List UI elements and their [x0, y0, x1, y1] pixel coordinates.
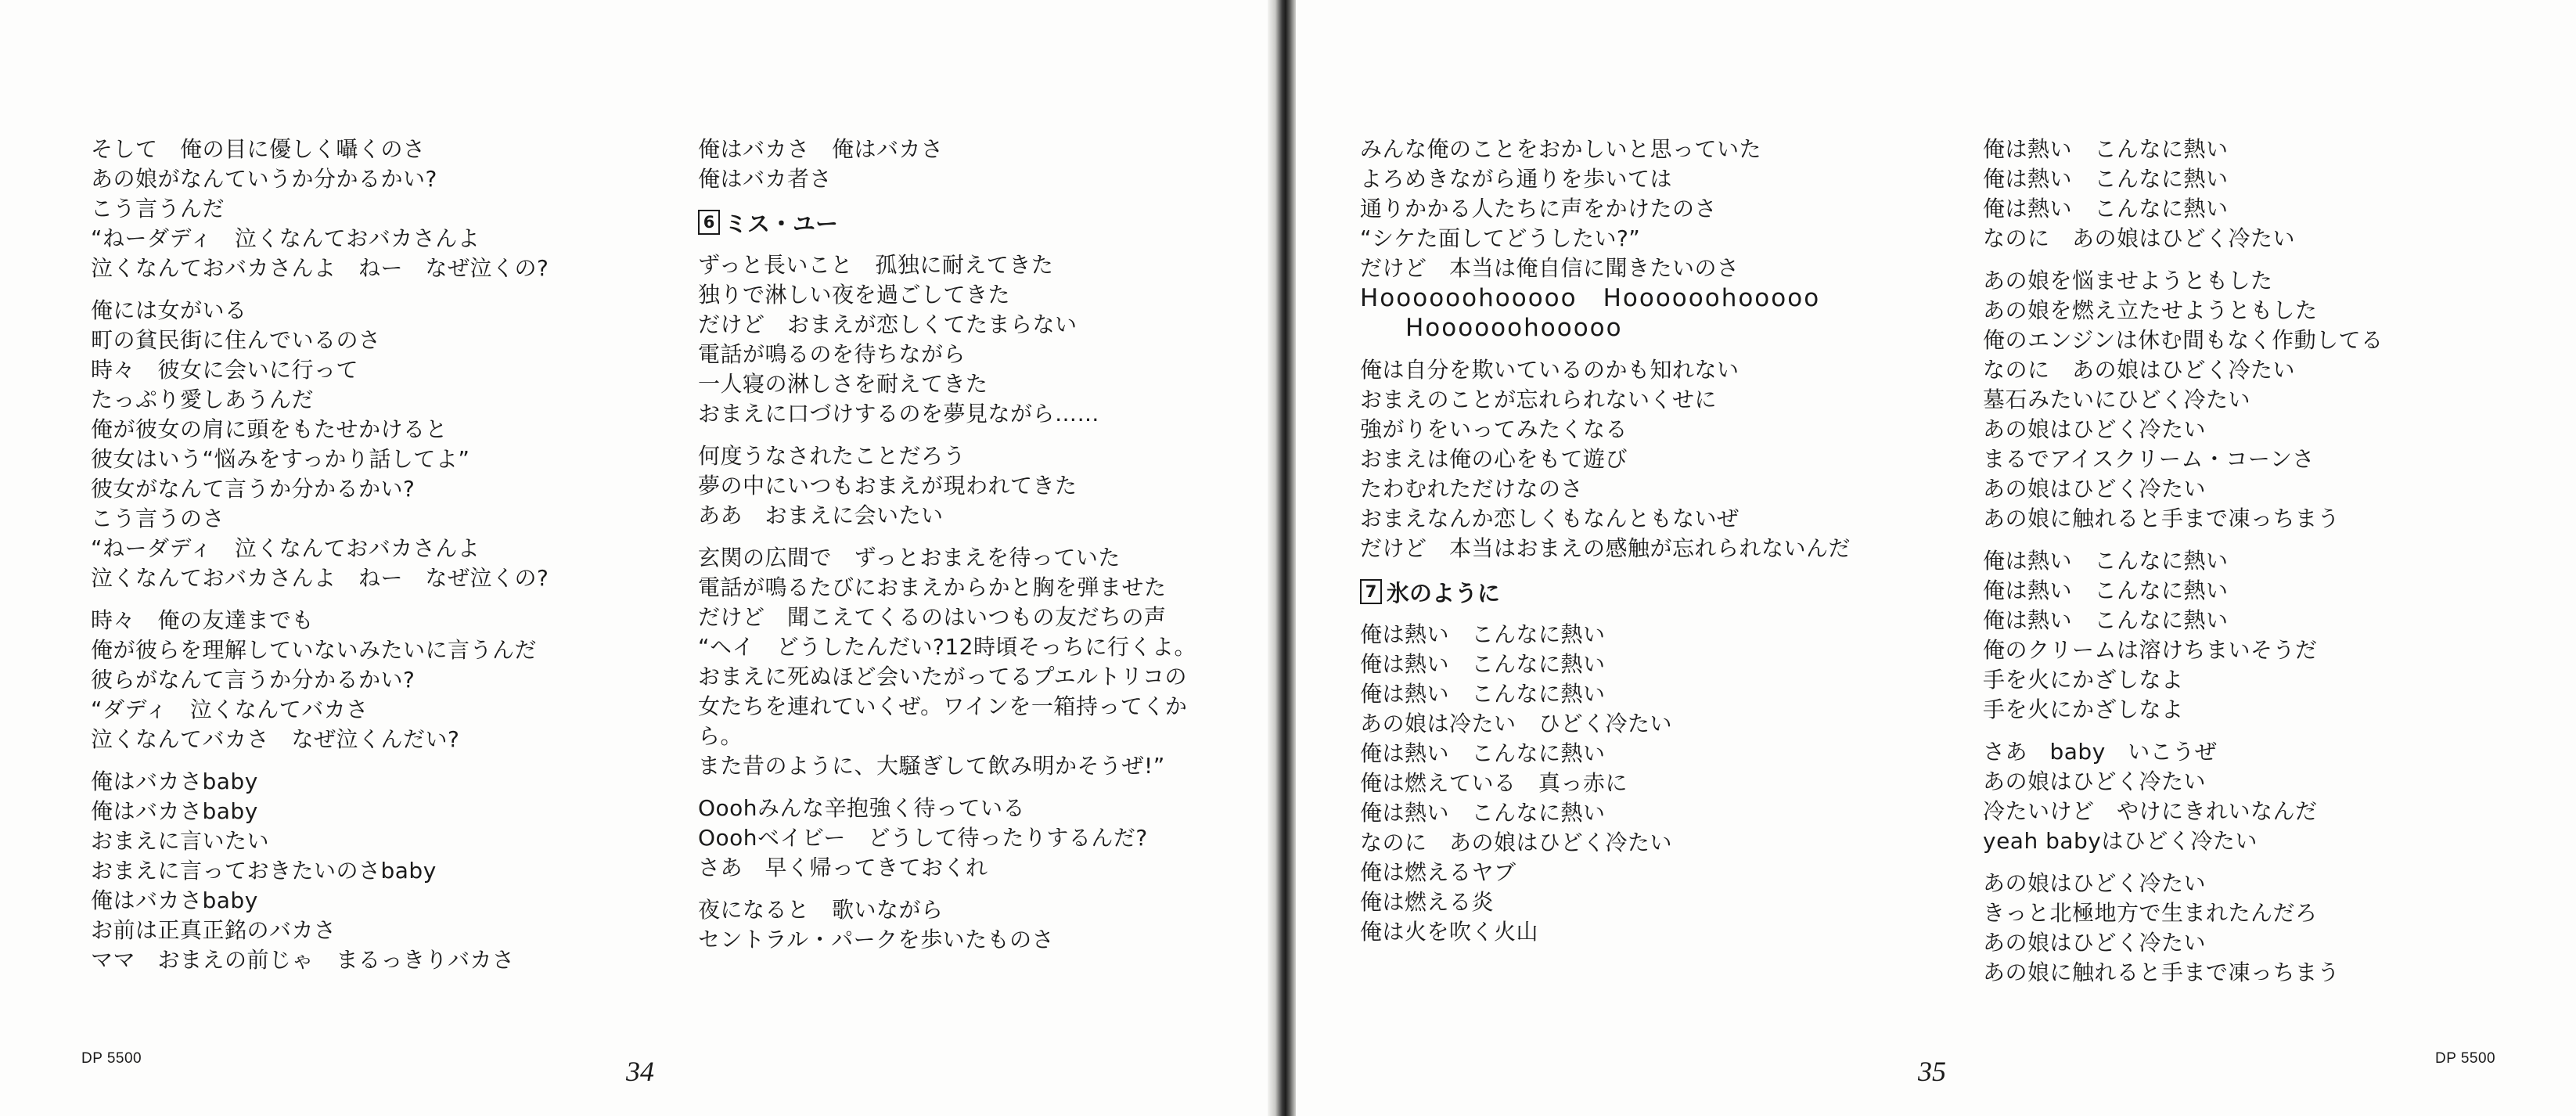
- lyric-line: あの娘がなんていうか分かるかい?: [91, 166, 437, 192]
- lyric-line: ママ おまえの前じゃ まるっきりバカさ: [91, 947, 515, 973]
- lyric-line: 泣くなんてバカさ なぜ泣くんだい?: [91, 726, 460, 752]
- lyric-line: “ねーダディ 泣くなんておバカさんよ: [91, 535, 480, 561]
- song-6-lyrics: [698, 250, 1196, 955]
- lyric-line: 俺は熱い こんなに熱い: [1983, 578, 2229, 603]
- lyric-line: 冷たいけど やけにきれいなんだ: [1983, 798, 2318, 824]
- lyric-line: みんな俺のことをおかしいと思っていた: [1360, 136, 1762, 162]
- lyric-line: 俺は燃えている 真っ赤に: [1360, 770, 1628, 796]
- stanza: [91, 767, 549, 975]
- lyric-line: ら。: [698, 723, 743, 749]
- lyric-line: 玄関の広間で ずっとおまえを待っていた: [698, 545, 1121, 571]
- lyric-line: こう言うんだ: [91, 196, 225, 221]
- lyric-line: 手を火にかざしなよ: [1983, 697, 2184, 722]
- lyric-line: 泣くなんておバカさんよ ねー なぜ泣くの?: [91, 255, 549, 281]
- lyric-line: あの娘を悩ませようともした: [1983, 268, 2273, 293]
- stanza: [1983, 266, 2384, 534]
- lyric-line: 彼女がなんて言うか分かるかい?: [91, 476, 416, 502]
- lyric-line: 独りで淋しい夜を過ごしてきた: [698, 282, 1011, 308]
- lyric-line: 俺は熱い こんなに熱い: [1983, 196, 2229, 221]
- song-title-text: ミス・ユー: [725, 210, 839, 237]
- lyric-line: なのに あの娘はひどく冷たい: [1360, 830, 1673, 855]
- lyric-line: まるでアイスクリーム・コーンさ: [1983, 446, 2315, 472]
- stanza: [1983, 737, 2384, 856]
- lyric-line: だけど 本当はおまえの感触が忘れられないんだ: [1360, 535, 1851, 561]
- lyric-line: 俺のエンジンは休む間もなく作動してる: [1983, 327, 2384, 353]
- lyric-line: “ねーダディ 泣くなんておバカさんよ: [91, 225, 480, 251]
- lyric-line: おまえに死ぬほど会いたがってるプエルトリコの: [698, 664, 1188, 689]
- lyric-line: あの娘はひどく冷たい: [1983, 769, 2207, 794]
- lyric-line: “ダディ 泣くなんてバカさ: [91, 697, 369, 722]
- left-page: [0, 0, 1274, 1116]
- stanza: [698, 794, 1196, 883]
- song-title-text: 氷のように: [1387, 579, 1501, 607]
- lyric-line: 泣くなんておバカさんよ ねー なぜ泣くの?: [91, 565, 549, 591]
- lyric-line: たわむれただけなのさ: [1360, 476, 1584, 502]
- stanza: [1983, 135, 2384, 254]
- lyric-line: Ooohベイビー どうして待ったりするんだ?: [698, 825, 1148, 851]
- lyric-line: 俺が彼女の肩に頭をもたせかけると: [91, 416, 448, 442]
- lyric-line: おまえなんか恋しくもなんともないぜ: [1360, 506, 1740, 531]
- stanza: [1983, 869, 2384, 988]
- lyric-line: そして 俺の目に優しく囁くのさ: [91, 136, 426, 162]
- lyric-line: あの娘は冷たい ひどく冷たい: [1360, 711, 1673, 736]
- left-col-2: [698, 135, 1196, 967]
- lyric-line: だけど 本当は俺自信に聞きたいのさ: [1360, 255, 1740, 281]
- lyric-line: “シケた面してどうしたい?”: [1360, 225, 1641, 251]
- stanza: [91, 606, 549, 754]
- left-col-1: [91, 135, 549, 988]
- lyric-line: こう言うのさ: [91, 506, 225, 531]
- lyric-line: 夢の中にいつもおまえが現われてきた: [698, 473, 1078, 499]
- lyric-line: 町の貧民街に住んでいるのさ: [91, 327, 381, 353]
- lyric-line: あの娘はひどく冷たい: [1983, 870, 2207, 896]
- lyric-line: 俺は燃える炎: [1360, 889, 1495, 915]
- lyric-line: 電話が鳴るたびにおまえからかと胸を弾ませた: [698, 574, 1167, 600]
- lyric-line: “ヘイ どうしたんだい?12時頃そっちに行くよ。: [698, 634, 1196, 660]
- lyric-line: よろめきながら通りを歩いては: [1360, 166, 1673, 192]
- lyric-line: 俺は燃えるヤブ: [1360, 859, 1516, 885]
- lyric-line: 俺は熱い こんなに熱い: [1983, 166, 2229, 192]
- page-number: 35: [1918, 1056, 1946, 1087]
- lyric-line: ずっと長いこと 孤独に耐えてきた: [698, 252, 1054, 278]
- lyric-line: おまえに言いたい: [91, 828, 270, 854]
- lyric-line: yeah babyはひどく冷たい: [1983, 828, 2258, 854]
- song-7-lyrics: [1360, 620, 1851, 947]
- lyric-line: 俺は熱い こんなに熱い: [1360, 681, 1606, 707]
- right-col-1: [1360, 135, 1851, 947]
- lyric-line: 強がりをいってみたくなる: [1360, 416, 1628, 442]
- lyric-line: 俺は熱い こんなに熱い: [1360, 651, 1606, 677]
- lyric-line: 通りかかる人たちに声をかけたのさ: [1360, 196, 1718, 221]
- lyric-line: なのに あの娘はひどく冷たい: [1983, 357, 2296, 383]
- right-col-2: [1983, 135, 2384, 1000]
- lyric-line: 俺はバカさ 俺はバカさ: [698, 136, 944, 162]
- lyric-line: 彼らがなんて言うか分かるかい?: [91, 667, 416, 693]
- lyric-line: ああ おまえに会いたい: [698, 502, 944, 528]
- lyric-line: おまえは俺の心をもて遊び: [1360, 446, 1628, 472]
- lyric-line: Hoooooohooooo Hoooooohooooo: [1360, 284, 1821, 312]
- lyric-line: 何度うなされたことだろう: [698, 443, 966, 469]
- catalog-number: DP 5500: [2435, 1050, 2496, 1067]
- lyric-line: あの娘を燃え立たせようともした: [1983, 297, 2318, 323]
- lyric-line: あの娘に触れると手まで凍っちまう: [1983, 506, 2340, 531]
- lyric-line: 時々 俺の友達までも: [91, 607, 315, 633]
- song-title-6: [698, 207, 1196, 238]
- song-number-badge: 6: [698, 210, 720, 235]
- stanza: [698, 250, 1196, 429]
- lyric-line: おまえに口づけするのを夢見ながら……: [698, 401, 1100, 427]
- lyric-line: 俺は熱い こんなに熱い: [1983, 136, 2229, 162]
- lyric-line: 俺は自分を欺いているのかも知れない: [1360, 357, 1740, 383]
- stanza: [91, 296, 549, 593]
- lyric-line: 俺は火を吹く火山: [1360, 919, 1539, 945]
- lyric-line: 俺が彼らを理解していないみたいに言うんだ: [91, 637, 538, 663]
- lyric-line: あの娘に触れると手まで凍っちまう: [1983, 959, 2340, 985]
- lyric-line: 彼女はいう“悩みをすっかり話してよ”: [91, 446, 470, 472]
- lyric-line: あの娘はひどく冷たい: [1983, 476, 2207, 502]
- stanza: [698, 543, 1196, 781]
- stanza: [698, 895, 1196, 955]
- lyric-line: なのに あの娘はひどく冷たい: [1983, 225, 2296, 251]
- lyric-line: あの娘はひどく冷たい: [1983, 416, 2207, 442]
- lyric-line: 俺は熱い こんなに熱い: [1983, 607, 2229, 633]
- lyric-line: 一人寝の淋しさを耐えてきた: [698, 371, 988, 397]
- lyric-line: きっと北極地方で生まれたんだろ: [1983, 900, 2318, 926]
- lyric-line: 俺はバカさbaby: [91, 887, 258, 913]
- lyric-line: あの娘はひどく冷たい: [1983, 930, 2207, 956]
- lyric-line: 夜になると 歌いながら: [698, 897, 944, 923]
- song-number-badge: 7: [1360, 579, 1382, 604]
- lyric-line: さあ 早く帰ってきておくれ: [698, 855, 988, 880]
- lyric-line: お前は正真正銘のバカさ: [91, 917, 336, 943]
- catalog-number: DP 5500: [81, 1050, 142, 1067]
- lyric-line: 俺はバカ者さ: [698, 166, 833, 192]
- lyric-line: 俺のクリームは溶けちまいそうだ: [1983, 637, 2318, 663]
- lyric-line: 俺はバカさbaby: [91, 769, 258, 794]
- lyric-line: たっぷり愛しあうんだ: [91, 387, 315, 412]
- lyric-line: 俺には女がいる: [91, 297, 247, 323]
- lyric-line: また昔のように、大騒ぎして飲み明かそうぜ!”: [698, 753, 1165, 779]
- lyric-line: 俺はバカさbaby: [91, 798, 258, 824]
- lyric-line: Hoooooohooooo: [1405, 314, 1623, 342]
- stanza: [91, 135, 549, 283]
- lyric-line: Ooohみんな辛抱強く待っている: [698, 795, 1026, 821]
- lyric-line: 俺は熱い こんなに熱い: [1360, 740, 1606, 766]
- lyric-line: セントラル・パークを歩いたものさ: [698, 927, 1055, 952]
- lyric-line: だけど 聞こえてくるのはいつもの友だちの声: [698, 604, 1167, 630]
- lyric-line: だけど おまえが恋しくてたまらない: [698, 311, 1078, 337]
- lyric-line: 俺は熱い こんなに熱い: [1360, 800, 1606, 826]
- stanza: [1983, 546, 2384, 725]
- lyric-line: さあ baby いこうぜ: [1983, 739, 2218, 765]
- lyric-line: 墓石みたいにひどく冷たい: [1983, 387, 2251, 412]
- lyric-line: 俺は熱い こんなに熱い: [1983, 548, 2229, 574]
- lyric-line: 俺は熱い こんなに熱い: [1360, 621, 1606, 647]
- right-page: [1296, 0, 2576, 1116]
- song-title-7: [1360, 576, 1851, 607]
- page-number: 34: [626, 1056, 654, 1087]
- stanza: [1360, 355, 1851, 563]
- lyric-line: 時々 彼女に会いに行って: [91, 357, 359, 383]
- lyric-line: 女たちを連れていくぜ。ワインを一箱持ってくか: [698, 693, 1188, 719]
- lyric-line: 手を火にかざしなよ: [1983, 667, 2184, 693]
- stanza: [698, 441, 1196, 531]
- stanza: [698, 135, 1196, 194]
- lyric-line: おまえのことが忘れられないくせに: [1360, 387, 1718, 412]
- lyric-line: おまえに言っておきたいのさbaby: [91, 858, 437, 884]
- lyric-line: 電話が鳴るのを待ちながら: [698, 341, 966, 367]
